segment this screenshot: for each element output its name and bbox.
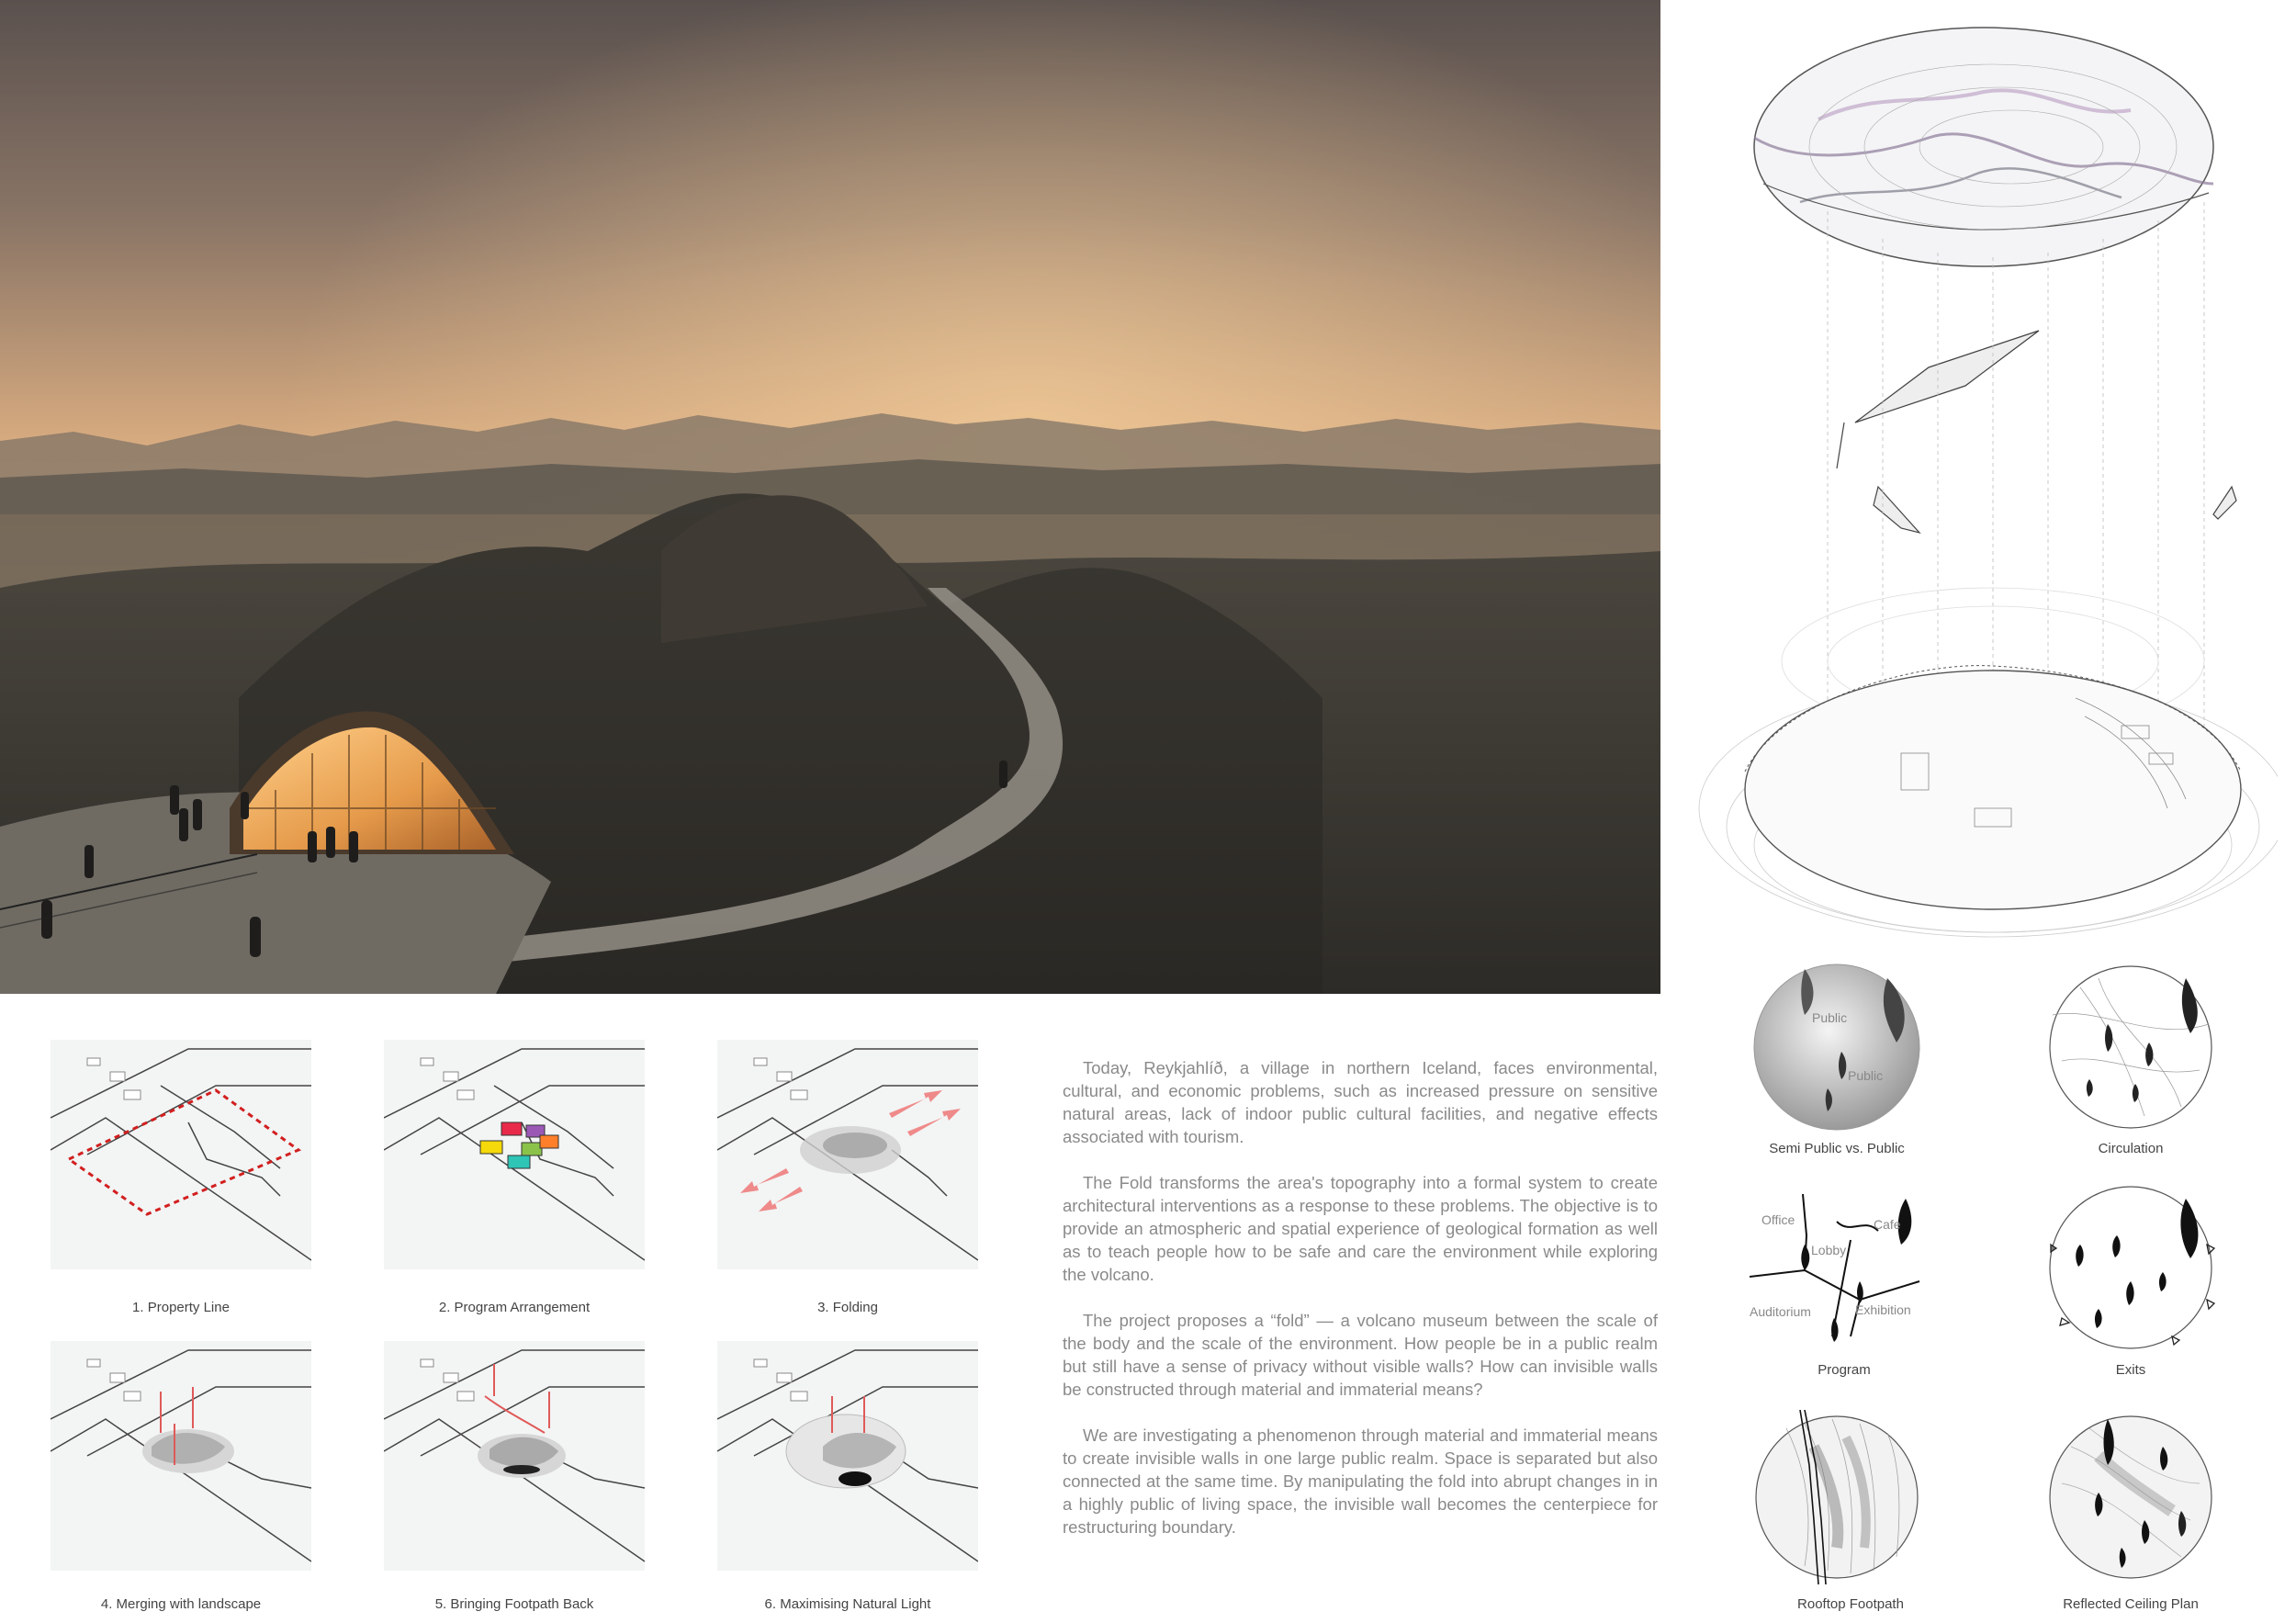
diagram-panel-footpath bbox=[384, 1341, 645, 1571]
diagram-caption: 3. Folding bbox=[817, 1300, 878, 1315]
circle-diagram-label: Exits bbox=[2115, 1362, 2146, 1378]
diagram-panel-program-arrangement bbox=[384, 1040, 645, 1269]
circle-diagram-label: Rooftop Footpath bbox=[1797, 1596, 1904, 1612]
zone-label-public: Public bbox=[1848, 1068, 1884, 1083]
property-line-outline bbox=[69, 1090, 298, 1214]
diagram-caption: 4. Merging with landscape bbox=[100, 1596, 262, 1612]
diagram-caption: 1. Property Line bbox=[132, 1300, 230, 1315]
circle-diagram-label: Program bbox=[1818, 1362, 1871, 1378]
project-description bbox=[1063, 1056, 1658, 1561]
paragraph: The Fold transforms the area's topography into a formal system to create architectural interventions as a response to these problems. The objective is to provide an atmospheric and spatial experience of geological formation as well as to teach people how to be safe and care the environment while exploring the volcano. bbox=[1063, 1173, 1658, 1284]
program-label-cafe: Cafe bbox=[1874, 1217, 1901, 1232]
circle-diagram-exits bbox=[2043, 1180, 2218, 1355]
paragraph: The project proposes a “fold” — a volcano museum between the scale of the body and the scale of the environment. How people be in a public realm but still have a sense of privacy without visible walls? How can invisible walls be constructed through material and immaterial means? bbox=[1063, 1311, 1658, 1399]
circle-diagram-rooftop-footpath bbox=[1750, 1410, 1924, 1584]
program-diagram bbox=[1750, 1180, 1933, 1355]
diagram-caption: 6. Maximising Natural Light bbox=[764, 1596, 931, 1612]
circle-diagram-label: Circulation bbox=[2098, 1141, 2164, 1156]
exploded-axonometric-diagram bbox=[1690, 18, 2278, 946]
program-label-office: Office bbox=[1761, 1212, 1795, 1227]
zone-label-public: Public bbox=[1812, 1010, 1848, 1025]
program-label-auditorium: Auditorium bbox=[1750, 1304, 1811, 1319]
circle-diagram-reflected-ceiling bbox=[2043, 1410, 2218, 1584]
diagram-panel-merging bbox=[51, 1341, 311, 1571]
circle-diagram-label: Reflected Ceiling Plan bbox=[2063, 1596, 2199, 1612]
diagram-caption: 5. Bringing Footpath Back bbox=[434, 1596, 594, 1612]
diagram-panel-natural-light bbox=[717, 1341, 978, 1571]
diagram-panel-property-line bbox=[51, 1040, 311, 1269]
program-label-exhibition: Exhibition bbox=[1855, 1302, 1911, 1317]
diagram-caption: 2. Program Arrangement bbox=[438, 1300, 591, 1315]
hero-render-image bbox=[0, 0, 1660, 994]
circle-diagram-label: Semi Public vs. Public bbox=[1769, 1141, 1905, 1156]
circle-diagram-circulation bbox=[2043, 960, 2218, 1134]
paragraph: Today, Reykjahlíð, a village in northern Iceland, faces environmental, cultural, and economic problems, such as increased pressure on sensitive natural areas, lack of indoor public cultural facilities, and negative effects associated with tourism. bbox=[1063, 1058, 1658, 1146]
circle-diagram-semi-public bbox=[1750, 960, 1924, 1134]
paragraph: We are investigating a phenomenon through material and immaterial means to create invisible walls in one large public realm. Space is separated but also connected at the same time. By manipulating the fold into abrupt changes in in a highly public of living space, the invisible wall becomes the centerpiece for restructuring boundary. bbox=[1063, 1426, 1658, 1537]
diagram-panel-folding bbox=[717, 1040, 978, 1269]
program-label-lobby: Lobby bbox=[1811, 1243, 1847, 1257]
